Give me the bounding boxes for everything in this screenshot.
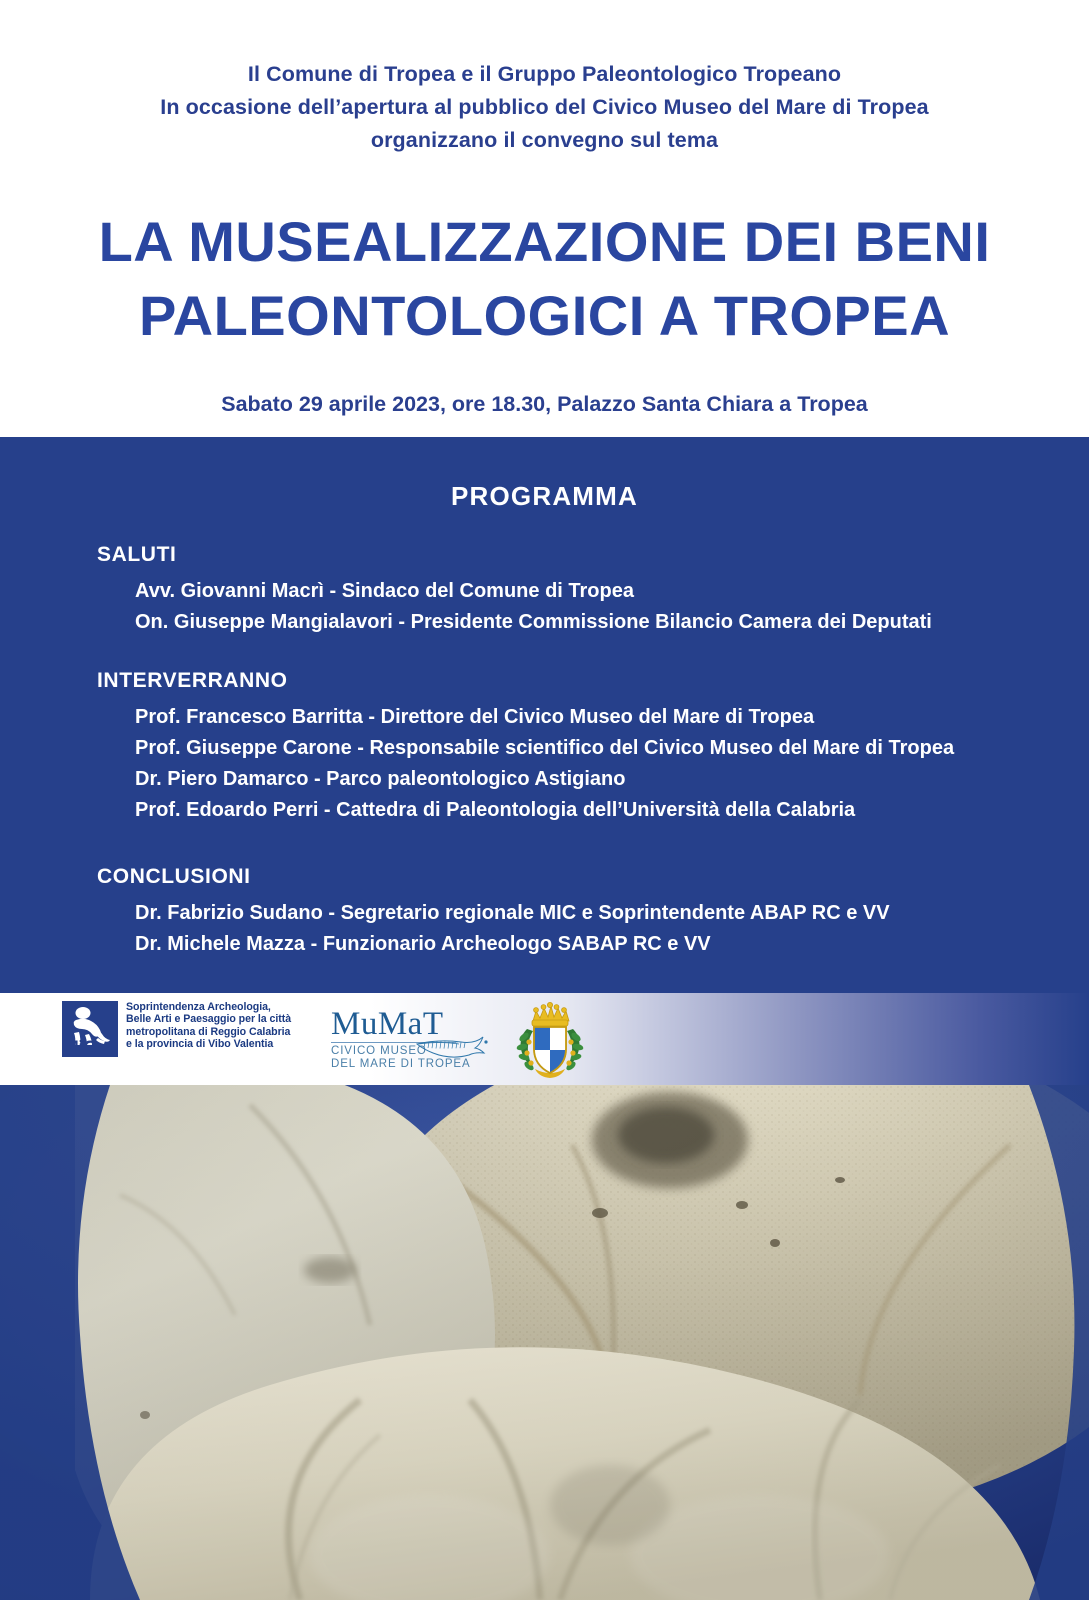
programme-item: Dr. Fabrizio Sudano - Segretario regionale MIC e Soprintendente ABAP RC e VV <box>135 902 890 924</box>
whale-skeleton-icon <box>415 1033 497 1059</box>
programme-item: Avv. Giovanni Macrì - Sindaco del Comune di Tropea <box>135 580 634 602</box>
mic-text-line-4: e la provincia di Vibo Valentia <box>126 1038 274 1051</box>
programme-heading: PROGRAMMA <box>450 481 638 511</box>
logo-mic <box>62 1001 291 1057</box>
mumat-subtitle-line-2: DEL MARE DI TROPEA <box>331 1058 471 1070</box>
programme-section-saluti <box>97 543 1057 638</box>
programme-item: On. Giuseppe Mangialavori - Presidente Commissione Bilancio Camera dei Deputati <box>135 611 932 633</box>
programme-item: Prof. Edoardo Perri - Cattedra di Paleontologia dell’Università della Calabria <box>135 799 856 821</box>
intro-line-3: organizzano il convegno sul tema <box>370 128 719 152</box>
logo-strip <box>0 993 1089 1085</box>
page-title <box>0 205 1089 353</box>
mic-text-block <box>126 1001 291 1051</box>
programme-section-interverranno <box>97 669 1057 826</box>
title-line-2: PALEONTOLOGICI A TROPEA <box>138 284 951 347</box>
programme-item: Prof. Francesco Barritta - Direttore del Civico Museo del Mare di Tropea <box>135 706 815 728</box>
mic-wordmark: MiC <box>63 1038 97 1057</box>
programme-item: Dr. Michele Mazza - Funzionario Archeologo SABAP RC e VV <box>135 933 711 955</box>
fossil-sand-dollar-image <box>0 1085 1089 1600</box>
programme-item: Dr. Piero Damarco - Parco paleontologico Astigiano <box>135 768 626 790</box>
intro-text <box>0 58 1089 157</box>
section-heading: CONCLUSIONI <box>97 865 251 888</box>
mic-emblem-icon <box>62 1001 118 1057</box>
mic-text-line-3: metropolitana di Reggio Calabria <box>126 1025 291 1038</box>
mumat-subtitle-line-1: CIVICO MUSEO <box>331 1045 427 1057</box>
programme-section-conclusioni <box>97 865 1057 960</box>
mic-text-line-1: Soprintendenza Archeologia, <box>126 1001 271 1013</box>
section-heading: SALUTI <box>97 543 177 566</box>
comune-di-tropea-coat-of-arms-icon <box>505 995 595 1085</box>
title-line-1: LA MUSEALIZZAZIONE DEI BENI <box>98 210 991 273</box>
programme-section <box>0 437 1089 993</box>
fossil-photograph <box>0 1085 1089 1600</box>
mumat-wordmark: MuMaT <box>331 1006 444 1042</box>
poster-header-section <box>0 0 1089 437</box>
logo-comune-di-tropea <box>505 995 595 1085</box>
section-heading: INTERVERRANNO <box>97 669 288 692</box>
logo-mumat <box>331 1007 496 1073</box>
mic-text-line-2: Belle Arti e Paesaggio per la città <box>126 1013 292 1026</box>
programme-item: Prof. Giuseppe Carone - Responsabile scientifico del Civico Museo del Mare di Tropea <box>135 737 955 759</box>
intro-line-1: Il Comune di Tropea e il Gruppo Paleontologico Tropeano <box>247 62 842 86</box>
intro-line-2: In occasione dell’apertura al pubblico del Civico Museo del Mare di Tropea <box>160 95 929 119</box>
event-datetime-venue: Sabato 29 aprile 2023, ore 18.30, Palazzo Santa Chiara a Tropea <box>221 392 868 416</box>
